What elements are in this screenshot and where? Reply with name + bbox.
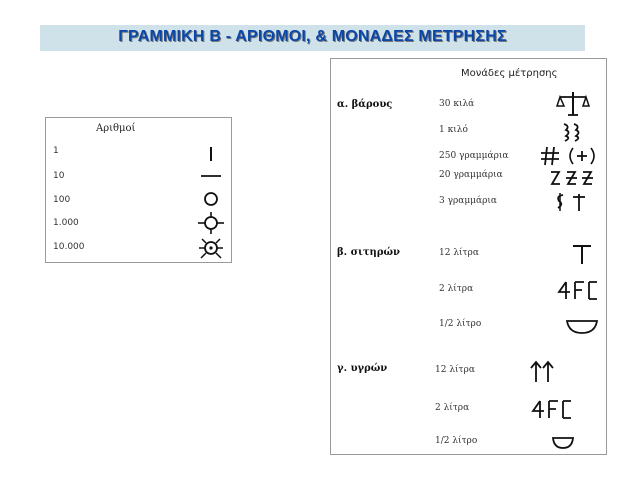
unit-weight-30kg: 30 κιλά <box>439 99 475 109</box>
number-value-10: 10 <box>53 171 65 181</box>
vertical-stroke-icon <box>196 146 226 162</box>
numbers-panel <box>45 117 232 263</box>
unit-grain-half-l: 1/2 λίτρο <box>439 319 482 329</box>
circle-with-dot-and-rays-icon <box>196 236 230 260</box>
units-panel <box>330 58 607 455</box>
category-weight-label: α. βάρους <box>337 99 393 110</box>
four-f-c-glyph-icon <box>557 279 603 301</box>
z-glyphs-icon <box>549 169 599 187</box>
bowl-glyph-icon <box>565 317 599 335</box>
unit-grain-12l: 12 λίτρα <box>439 248 479 258</box>
number-value-100: 100 <box>53 195 71 205</box>
category-liquids-label: γ. υγρών <box>337 363 388 374</box>
balance-scale-icon <box>556 89 590 117</box>
four-f-c-glyph-icon <box>531 398 577 420</box>
unit-weight-250g: 250 γραμμάρια <box>439 151 509 161</box>
t-glyph-icon <box>571 242 593 266</box>
number-value-10000: 10.000 <box>53 242 85 252</box>
number-value-1000: 1.000 <box>53 218 79 228</box>
title-bar <box>40 25 585 51</box>
unit-grain-2l: 2 λίτρα <box>439 284 474 294</box>
category-grain-label: β. σιτηρών <box>337 247 400 258</box>
unit-liquids-12l: 12 λίτρα <box>435 365 475 375</box>
unit-weight-1kg: 1 κιλό <box>439 125 468 135</box>
small-bowl-glyph-icon <box>551 435 575 451</box>
page-title: ΓΡΑΜΜΙΚΗ Β - ΑΡΙΘΜΟΙ, & ΜΟΝΑΔΕΣ ΜΕΤΡΗΣΗΣ <box>118 28 507 45</box>
number-value-1: 1 <box>53 146 59 156</box>
hash-plus-glyph-icon <box>541 145 601 167</box>
unit-weight-20g: 20 γραμμάρια <box>439 170 503 180</box>
circle-with-rays-icon <box>196 211 230 235</box>
units-title: Μονάδες μέτρησης <box>461 68 558 79</box>
unit-liquids-half-l: 1/2 λίτρο <box>435 436 478 446</box>
horizontal-stroke-icon <box>196 168 226 184</box>
circle-icon <box>196 189 226 209</box>
unit-liquids-2l: 2 λίτρα <box>435 403 470 413</box>
numbers-title: Αριθμοί <box>96 123 136 134</box>
double-arrow-glyph-icon <box>529 360 557 384</box>
dollar-t-glyph-icon <box>553 191 593 213</box>
double-stroke-glyph-icon <box>561 121 585 143</box>
unit-weight-3g: 3 γραμμάρια <box>439 196 498 206</box>
